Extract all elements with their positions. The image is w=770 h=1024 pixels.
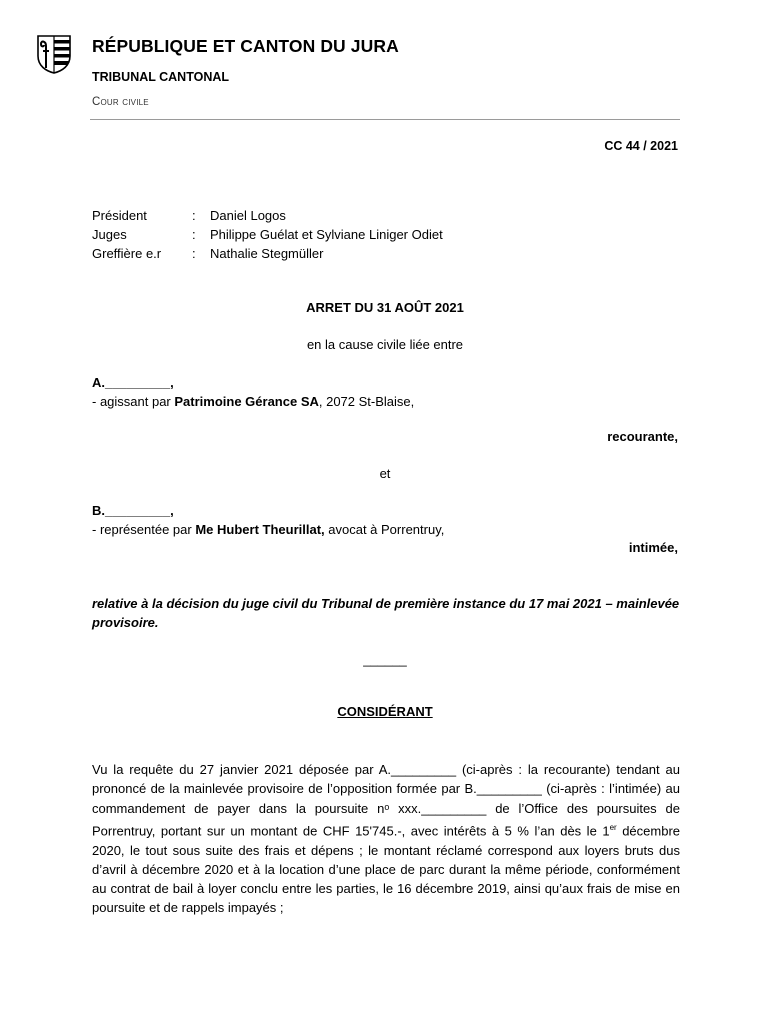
composition-role: Greffière e.r: [92, 246, 162, 261]
party-b-representative: Me Hubert Theurillat,: [195, 522, 325, 537]
composition-colon: :: [192, 246, 196, 261]
party-a-suffix: , 2072 St-Blaise,: [318, 394, 415, 409]
paragraph-text-end: décembre 2020, le tout sous suite des frais et dépens ; le montant réclamé correspond aux loyers bruts dus d’avril à décembre 2020 et à la location d’une place de parc durant la même période, conformément au contrat de bail à loyer conclu entre les parties, le 16 décembre 2019, ainsi qu’aux frais de mise en poursuite et de rappels impayés ;: [92, 823, 681, 916]
case-reference: CC 44 / 2021: [604, 139, 678, 153]
composition-colon: :: [192, 227, 196, 242]
court-composition: [92, 206, 443, 263]
composition-name: Daniel Logos: [210, 208, 286, 223]
party-a-name: A._________,: [92, 375, 174, 390]
section-separator: ______: [363, 652, 407, 667]
composition-role: Juges: [92, 227, 127, 242]
decision-subject: relative à la décision du juge civil du Tribunal de première instance du 17 mai 2021 – mainlevée provisoire.: [92, 596, 680, 630]
header-divider: [90, 119, 680, 120]
composition-row: [92, 225, 443, 244]
header-title: RÉPUBLIQUE ET CANTON DU JURA: [92, 36, 399, 56]
and-separator: et: [379, 466, 391, 481]
composition-role: Président: [92, 208, 147, 223]
party-b-prefix: - représentée par: [92, 522, 196, 537]
decision-heading: ARRET DU 31 AOÛT 2021: [306, 300, 464, 315]
decision-intro: en la cause civile liée entre: [306, 337, 464, 352]
party-a-representative: Patrimoine Gérance SA: [174, 394, 319, 409]
party-b-suffix: avocat à Porrentruy,: [324, 522, 445, 537]
party-b-role: intimée,: [628, 540, 678, 555]
considerant-heading: CONSIDÉRANT: [337, 704, 433, 719]
composition-name: Nathalie Stegmüller: [210, 246, 324, 261]
header-subtitle: TRIBUNAL CANTONAL: [92, 70, 230, 84]
jura-crest-icon: [36, 34, 72, 74]
party-a-prefix: - agissant par: [92, 394, 175, 409]
court-name: Cour civile: [92, 96, 149, 108]
composition-row: [92, 206, 443, 225]
party-b-representation: [92, 522, 444, 537]
composition-row: [92, 244, 443, 263]
composition-colon: :: [192, 208, 196, 223]
ordinal-superscript: er: [609, 822, 617, 832]
composition-name: Philippe Guélat et Sylviane Liniger Odiet: [210, 227, 443, 242]
party-b-name: B._________,: [92, 503, 174, 518]
body-paragraph: [92, 760, 680, 918]
party-a-role: recourante,: [607, 429, 678, 444]
party-a-representation: [92, 394, 414, 409]
paragraph-text-start: Vu la requête du 27 janvier 2021 déposée par A._________ (ci-après : la recourante) tendant au prononcé de la mainlevée provisoire de l’opposition formée par B._________ (ci-après : l’intimée) au commandement de payer dans la poursuite nᵒ xxx._________ de l’Office des poursuites de Porrentruy, portant sur un montant de CHF 15'745.-, avec intérêts à 5 % l’an dès le 1: [92, 762, 680, 839]
